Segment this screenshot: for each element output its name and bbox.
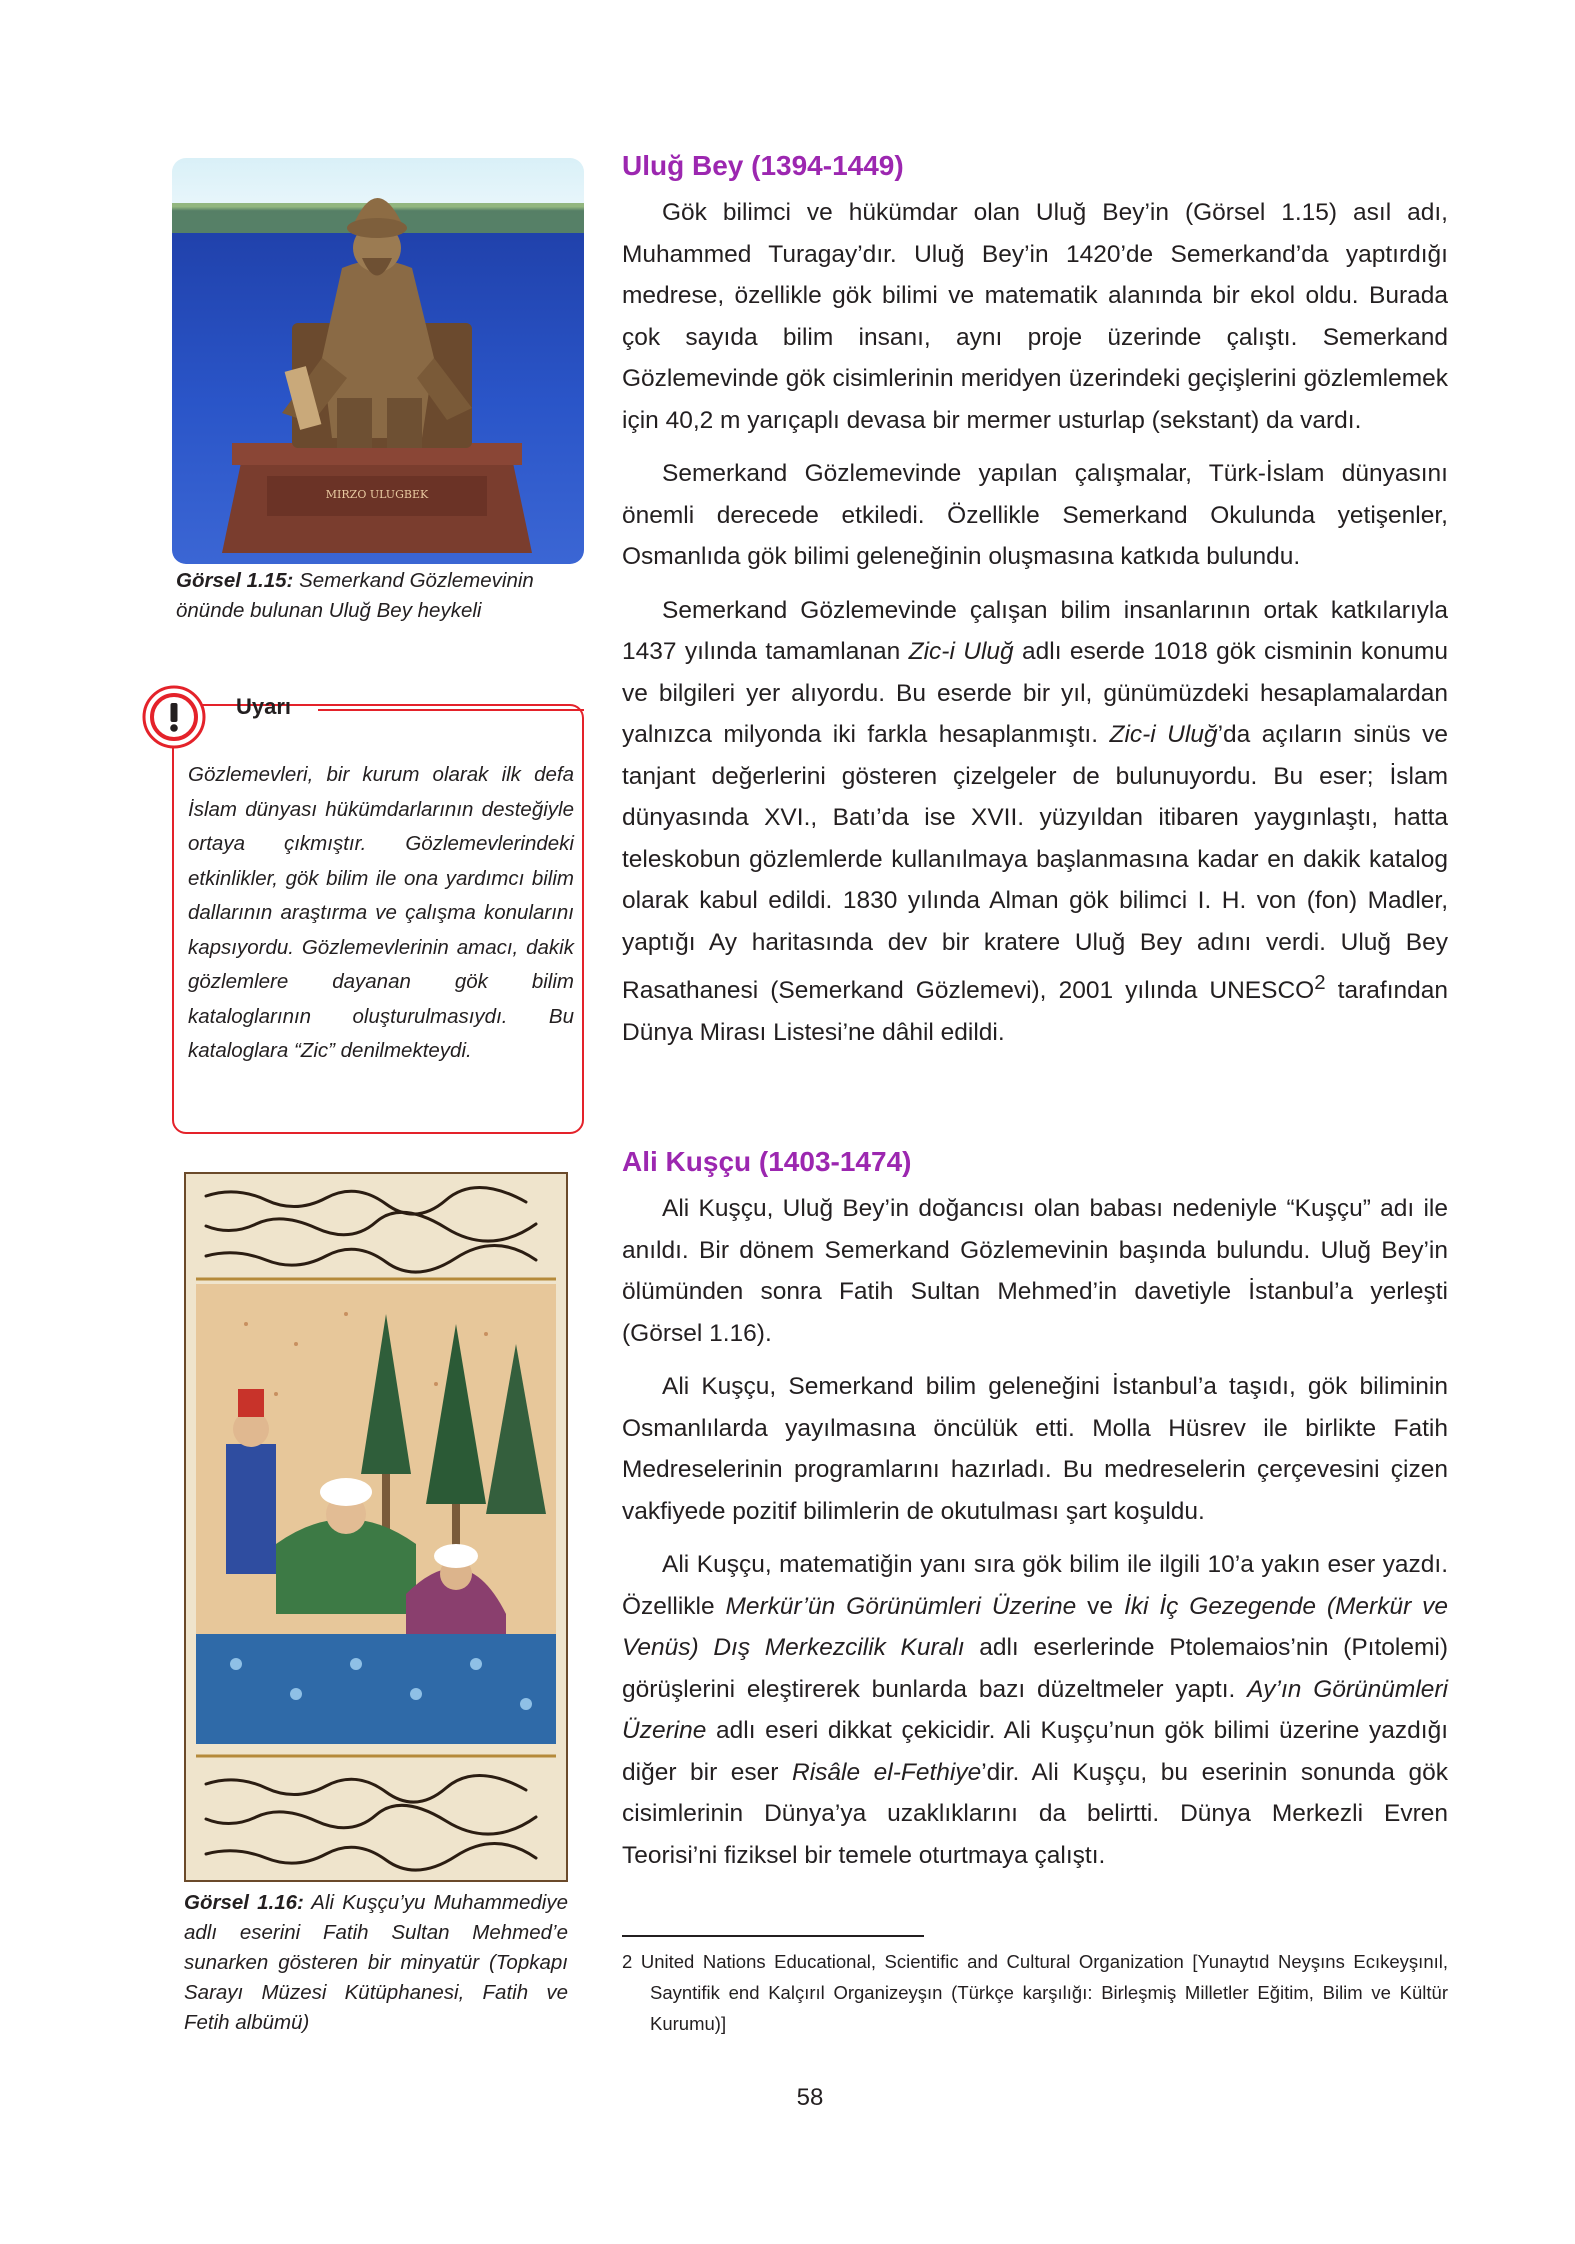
warning-text: Gözlemevleri, bir kurum olarak ilk defa İslam dünyası hükümdarlarının desteğiyle ortaya çıkmıştır. Gözlemevlerindeki etkinlikler, gök bilim ile ona yardımcı bilim dallarının araştırma ve çalışma konularını kapsıyordu. Gözlemevlerinin amacı, dakik gözlemlere dayanan gök bilim kataloglarının oluşturulmasıydı. Bu kataloglara “Zic” denilmekteydi.: [188, 763, 574, 1062]
figure-caption-2: [184, 1888, 568, 2038]
footnote-divider: [622, 1935, 924, 1937]
figure-caption-1: [176, 566, 576, 626]
miniature-painting: [184, 1172, 568, 1882]
footnote-ref: 2: [1314, 972, 1326, 994]
paragraph: Gök bilimci ve hükümdar olan Uluğ Bey’in (Görsel 1.15) asıl adı, Muhammed Turagay’dır. Uluğ Bey’in 1420’de Semerkand’da yaptırdığı medrese, özellikle gök bilimi ve matematik alanında bir ekol oldu. Burada çok sayıda bilim insanı, aynı proje üzerinde çalıştı. Semerkand Gözlemevinde gök cisimlerinin meridyen üzerindeki geçişlerini gözlemlemek için 40,2 m yarıçaplı devasa bir mermer usturlap (sekstant) da vardı.: [622, 199, 1448, 434]
figure-label: Görsel 1.16:: [184, 1891, 304, 1914]
book-title: Ay’ın Görünümleri Üzerine: [622, 1675, 1449, 1744]
book-title: Zic-i Uluğ: [1109, 721, 1218, 748]
paragraph: Ali Kuşçu, matematiğin yanı sıra gök bilim ile ilgili 10’a yakın eser yazdı. Özellikle Merkür’ün Görünümleri Üzerine ve İki İç Gezegende (Merkür ve Venüs) Dış Merkezcilik Kuralı adlı eserlerinde Ptolemaios’nin (Pıtolemi) görüşlerini eleştirerek bunlarda bazı düzeltmeler yaptı. Ay’ın Görünümleri Üzerine adlı eseri dikkat çekicidir. Ali Kuşçu’nun gök bilimi üzerine yazdığı diğer bir eser Risâle el-Fethiye’dir. Ali Kuşçu, bu eserinin sonunda gök cisimlerinin Dünya’ya uzaklıklarını da belirtti. Dünya Merkezli Evren Teorisi’ni fiziksel bir temele oturtmaya çalıştı.: [622, 1551, 1449, 1869]
page-number: 58: [796, 2084, 824, 2111]
book-title: Zic-i Uluğ: [908, 638, 1014, 665]
figure-caption-text: Ali Kuşçu’yu Muhammediye adlı eserini Fatih Sultan Mehmed’e sunarken gösteren bir minyatür (Topkapı Sarayı Müzesi Kütüphanesi, Fatih ve Fetih albümü): [184, 1891, 569, 2034]
miniature-illustration: [186, 1174, 566, 1880]
section-ali-kuscu-body: [622, 1188, 1448, 1876]
book-title: İki İç Gezegende (Merkür ve Venüs) Dış Merkezcilik Kuralı: [622, 1592, 1448, 1661]
ulugh-beg-statue-photo: [172, 158, 584, 564]
section-heading-ali-kuscu: Ali Kuşçu (1403-1474): [622, 1146, 912, 1177]
paragraph: Ali Kuşçu, Uluğ Bey’in doğancısı olan babası nedeniyle “Kuşçu” adı ile anıldı. Bir dönem Semerkand Gözlemevinin başında bulundu. Uluğ Bey’in ölümünden sonra Fatih Sultan Mehmed’in davetiyle İstanbul’a yerleşti (Görsel 1.16).: [622, 1195, 1448, 1347]
section-ulugh-beg-body: [622, 192, 1448, 1053]
figure-label: Görsel 1.15:: [176, 569, 294, 592]
paragraph: Ali Kuşçu, Semerkand bilim geleneğini İstanbul’a taşıdı, gök biliminin Osmanlılarda yayılmasına öncülük etti. Molla Hüsrev ile birlikte Fatih Medreselerinin programlarını hazırladı. Bu medreselerin çerçevesini çizen vakfiyede pozitif bilimlerin de okutulması şart koşuldu.: [622, 1373, 1448, 1525]
book-title: Merkür’ün Görünümleri Üzerine: [725, 1592, 1077, 1620]
warning-title: Uyarı: [236, 694, 292, 719]
footnote: 2 United Nations Educational, Scientific and Cultural Organization [Yunaytıd Neyşıns Ecıkeyşınıl, Sayntifik end Kalçırıl Organizeyşın (Türkçe karşılığı: Birleşmiş Milletler Eğitim, Bilim ve Kültür Kurumu)]: [622, 1951, 1448, 2034]
plaque-text: MIRZO ULUGBEK: [325, 488, 429, 501]
section-heading-ulugh-beg: Uluğ Bey (1394-1449): [622, 150, 904, 181]
figure-caption-text: Semerkand Gözlemevinin önünde bulunan Uluğ Bey heykeli: [176, 569, 534, 622]
paragraph: Semerkand Gözlemevinde çalışan bilim insanlarının ortak katkılarıyla 1437 yılında tamamlanan Zic-i Uluğ adlı eserde 1018 gök cisminin konumu ve bilgileri yer alıyordu. Bu eserde bir yıl, günümüzdeki hesaplamalardan yalnızca milyonda iki farkla hesaplanmıştı. Zic-i Uluğ’da açıların sinüs ve tanjant değerlerini gösteren çizelgeler de bulunuyordu. Bu eser; İslam dünyasında XVI., Batı’da ise XVII. yüzyıldan itibaren yaygınlaştı, hatta teleskobun gözlemlerde kullanılmaya başlanmasına kadar en dakik katalog olarak kabul edildi. 1830 yılında Alman gök bilimci I. H. von (fon) Madler, yaptığı Ay haritasında dev bir kratere Uluğ Bey adını verdi. Uluğ Bey Rasathanesi (Semerkand Gözlemevi), 2001 yılında UNESCO$^2$ tarafından Dünya Mirası Listesi’ne dâhil edildi.: [622, 596, 1449, 1046]
book-title: Risâle el-Fethiye: [792, 1758, 982, 1786]
statue-illustration: [172, 158, 584, 564]
exclamation-icon: [142, 685, 206, 749]
paragraph: Semerkand Gözlemevinde yapılan çalışmalar, Türk-İslam dünyasını önemli derecede etkiledi. Özellikle Semerkand Okulunda yetişenler, Osmanlıda gök bilimi geleneğinin oluşmasına katkıda bulundu.: [622, 460, 1448, 570]
warning-divider: [318, 709, 584, 711]
